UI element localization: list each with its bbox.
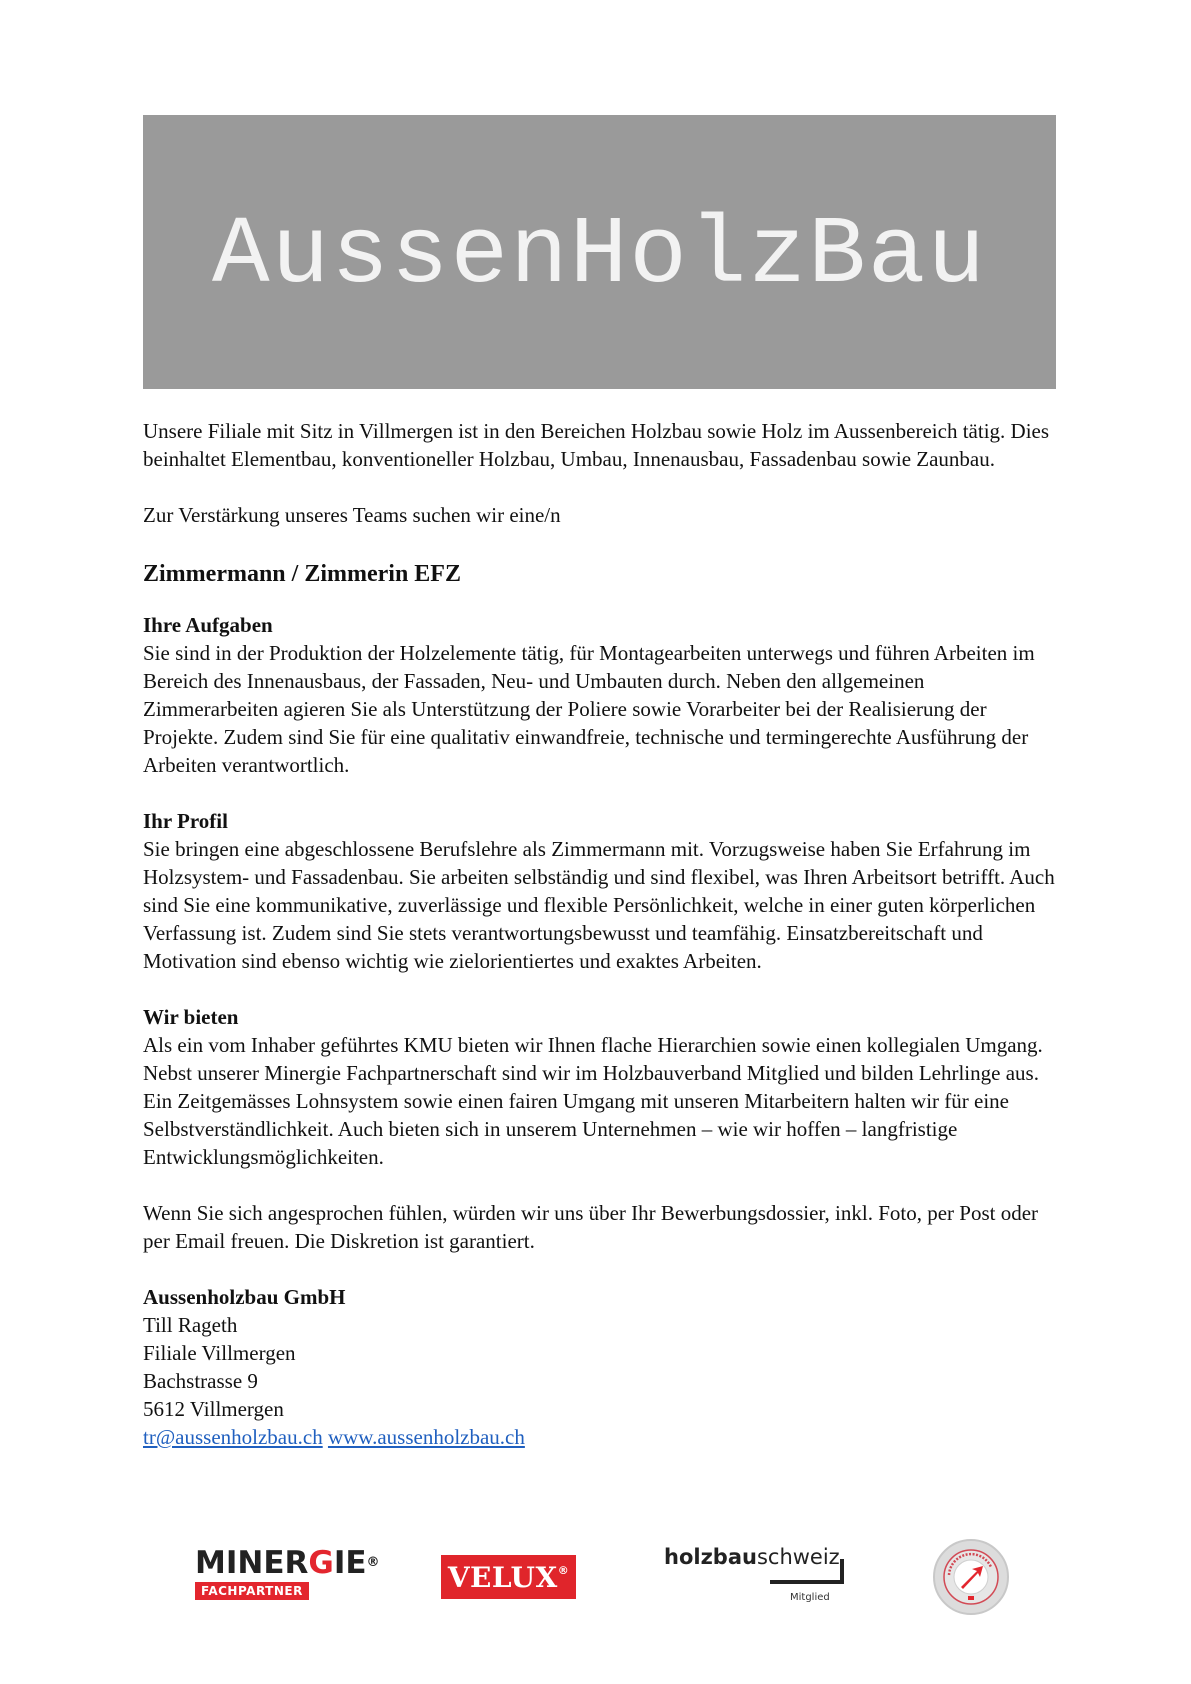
closing-paragraph: Wenn Sie sich angesprochen fühlen, würden wir uns über Ihr Bewerbungsdossier, inkl. Foto, per Post oder per Email freuen. Die Diskretion ist garantiert. [143, 1201, 1039, 1253]
contact-block [143, 1283, 1063, 1451]
velux-logo: VELUX ® [441, 1555, 576, 1599]
header-banner [143, 115, 1056, 389]
badge-seal-icon [933, 1539, 1009, 1615]
section-heading: Ihre Aufgaben [143, 613, 273, 637]
section-heading: Wir bieten [143, 1005, 239, 1029]
website-link[interactable]: www.aussenholzbau.ch [327, 1425, 525, 1449]
intro-paragraph: Unsere Filiale mit Sitz in Villmergen ist in den Bereichen Holzbau sowie Holz im Aussenbereich tätig. Dies beinhaltet Elementbau, konventioneller Holzbau, Umbau, Innenausbau, Fassadenbau sowie Zaunbau. [143, 419, 1050, 471]
job-title: Zimmermann / Zimmerin EFZ [143, 561, 461, 587]
contact-links [143, 1423, 1063, 1451]
section-tasks [143, 611, 1063, 779]
section-body: Sie sind in der Produktion der Holzelemente tätig, für Montagearbeiten unterwegs und führen Arbeiten im Bereich des Innenausbaus, der Fassaden, Neu- und Umbauten durch. Neben den allgemeinen Zimmerarbeiten agieren Sie als Unterstützung der Poliere sowie Vorarbeiter bei der Realisierung der Projekte. Zudem sind Sie für eine qualitativ einwandfreie, technische und termingerechte Ausführung der Arbeiten verantwortlich. [143, 641, 1035, 777]
contact-street: Bachstrasse 9 [143, 1369, 258, 1393]
email-link[interactable]: tr@aussenholzbau.ch [143, 1425, 323, 1449]
section-heading: Ihr Profil [143, 809, 228, 833]
section-body: Als ein vom Inhaber geführtes KMU bieten wir Ihnen flache Hierarchien sowie einen kollegialen Umgang. Nebst unserer Minergie Fachpartnerschaft sind wir im Holzbauverband Mitglied und bilden Lehrlinge aus. Ein Zeitgemässes Lohnsystem sowie einen fairen Umgang mit unseren Mitarbeitern halten wir für eine Selbstverständlichkeit. Auch bieten sich in unserem Unternehmen – wie wir hoffen – langfristige Entwicklungsmöglichkeiten. [143, 1033, 1043, 1169]
section-profile [143, 807, 1063, 975]
section-offer [143, 1003, 1063, 1171]
document-body [143, 417, 1063, 1451]
holzbau-schweiz-logo: holzbauschweiz Mitglied [664, 1545, 849, 1569]
minergie-fachpartner-label: FACHPARTNER [195, 1582, 309, 1600]
minergie-logo: MINERGIE® FACHPARTNER [195, 1545, 380, 1598]
contact-city: 5612 Villmergen [143, 1397, 284, 1421]
banner-title: AussenHolzBau [212, 200, 987, 310]
company-name: Aussenholzbau GmbH [143, 1285, 346, 1309]
contact-person: Till Rageth [143, 1313, 238, 1337]
team-paragraph: Zur Verstärkung unseres Teams suchen wir eine/n [143, 503, 561, 527]
contact-branch: Filiale Villmergen [143, 1341, 296, 1365]
holzbau-member-label: Mitglied [790, 1592, 830, 1603]
section-body: Sie bringen eine abgeschlossene Berufslehre als Zimmermann mit. Vorzugsweise haben Sie Erfahrung im Holzsystem- und Fassadenbau. Sie arbeiten selbständig und sind flexibel, was Ihren Arbeitsort betrifft. Auch sind Sie eine kommunikative, zuverlässige und flexible Persönlichkeit, welche in einer guten körperlichen Verfassung ist. Zudem sind Sie stets verantwortungsbewusst und teamfähig. Einsatzbereitschaft und Motivation sind ebenso wichtig wie zielorientiertes und exaktes Arbeiten. [143, 837, 1055, 973]
partner-logos [0, 1535, 1191, 1655]
